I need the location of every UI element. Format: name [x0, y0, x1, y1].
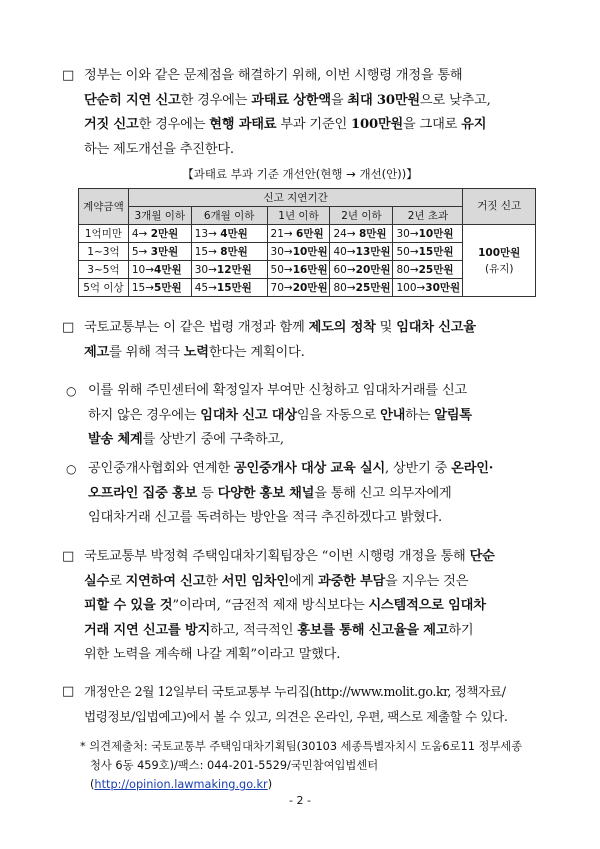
- header-period: 6개월 이하: [191, 207, 267, 225]
- table-row: [79, 225, 536, 243]
- fee-cell: 80→25만원: [393, 261, 463, 279]
- fee-cell: 45→15만원: [191, 279, 267, 297]
- fee-cell: 13→ 4만원: [191, 225, 267, 243]
- table-caption: 【과태료 부과 기준 개선안(현행 → 개선(안))】: [182, 167, 418, 181]
- circle-bullet: ○: [66, 462, 77, 476]
- fee-cell: 60→20만원: [330, 261, 393, 279]
- paragraph-policy-intro: □ 정부는 이와 같은 문제점을 해결하기 위해, 이번 시행령 개정을 통해 단순히 지연 신고한 경우에는 과태료 상한액을 최대 30만원으로 낮추고, 거짓 신고한 경우에는 현행 과태료 부과 기준인 100만원을 그대로 유지 하는 제도개선을 추진한다.: [62, 64, 562, 162]
- list-item-notification: ○ 이를 위해 주민센터에 확정일자 부여만 신청하고 임대차거래를 신고 하지 않은 경우에는 임대차 신고 대상임을 자동으로 안내하는 알림톡 발송 체계를 상반기 중에 구축하고,: [66, 379, 562, 453]
- fee-cell: 30→10만원: [393, 225, 463, 243]
- circle-bullet: ○: [66, 384, 77, 398]
- row-amount: 1~3억: [79, 243, 129, 261]
- header-period: 2년 이하: [330, 207, 393, 225]
- fee-cell: 21→ 6만원: [267, 225, 330, 243]
- fee-cell: 50→16만원: [267, 261, 330, 279]
- fee-cell: 24→ 8만원: [330, 225, 393, 243]
- fee-cell: 5→ 3만원: [128, 243, 191, 261]
- header-false-report: 거짓 신고: [463, 189, 536, 225]
- opinion-lawmaking-link[interactable]: http://opinion.lawmaking.go.kr: [94, 778, 268, 791]
- fee-cell: 10→4만원: [128, 261, 191, 279]
- fee-cell: 80→25만원: [330, 279, 393, 297]
- page-number: - 2 -: [289, 794, 311, 807]
- fee-cell: 100→30만원: [393, 279, 463, 297]
- fee-cell: 15→5만원: [128, 279, 191, 297]
- paragraph-amendment-notice: □ 개정안은 2월 12일부터 국토교통부 누리집(http://www.molit.go.kr, 정책자료/ 법령정보/입법예고)에서 볼 수 있고, 의견은 온라인, 우편, 팩스로 제출할 수 있다.: [62, 680, 562, 729]
- square-bullet: □: [62, 549, 75, 564]
- fee-standard-table: [78, 188, 536, 297]
- fee-cell: 4→ 2만원: [128, 225, 191, 243]
- paragraph-ministry-plan: □ 국토교통부는 이 같은 법령 개정과 함께 제도의 정착 및 임대차 신고율 제고를 위해 적극 노력한다는 계획이다.: [62, 316, 562, 365]
- row-amount: 1억미만: [79, 225, 129, 243]
- row-amount: 3~5억: [79, 261, 129, 279]
- fee-cell: 30→10만원: [267, 243, 330, 261]
- paragraph-team-leader-quote: □ 국토교통부 박정혁 주택임대차기획팀장은 “이번 시행령 개정을 통해 단순 실수로 지연하여 신고한 서민 임차인에게 과중한 부담을 지우는 것은 피할 수 있을 것”이라며, “금전적 제재 방식보다는 시스템적으로 임대차 거래 지연 신고를 방지하고, 적극적인 홍보를 통해 신고율을 제고하기 위한 노력을 계속해 나갈 계획”이라고 말했다.: [62, 545, 562, 668]
- header-delay-period: 신고 지연기간: [128, 189, 463, 207]
- table-header-row: [79, 189, 536, 207]
- square-bullet: □: [62, 320, 75, 335]
- header-contract-amount: 계약금액: [79, 189, 129, 225]
- square-bullet: □: [62, 684, 74, 699]
- header-period: 2년 초과: [393, 207, 463, 225]
- header-period: 3개월 이하: [128, 207, 191, 225]
- fee-cell: 15→ 8만원: [191, 243, 267, 261]
- false-report-cell: 100만원 (유지): [463, 225, 536, 297]
- fee-cell: 30→12만원: [191, 261, 267, 279]
- fee-cell: 40→13만원: [330, 243, 393, 261]
- fee-cell: 70→20만원: [267, 279, 330, 297]
- list-item-promotion: ○ 공인중개사협회와 연계한 공인중개사 대상 교육 실시, 상반기 중 온라인· 오프라인 집중 홍보 등 다양한 홍보 채널을 통해 신고 의무자에게 임대차거래 신고를 독려하는 방안을 적극 추진하겠다고 밝혔다.: [66, 457, 562, 531]
- submission-footnote: * 의견제출처: 국토교통부 주택임대차기획팀(30103 세종특별자치시 도움6로11 정부세종 청사 6동 459호)/팩스: 044-201-5529/국민참여입법센터(http://opinion.lawmaking.go.kr): [80, 740, 523, 791]
- square-bullet: □: [62, 68, 75, 83]
- row-amount: 5억 이상: [79, 279, 129, 297]
- fee-cell: 50→15만원: [393, 243, 463, 261]
- header-period: 1년 이하: [267, 207, 330, 225]
